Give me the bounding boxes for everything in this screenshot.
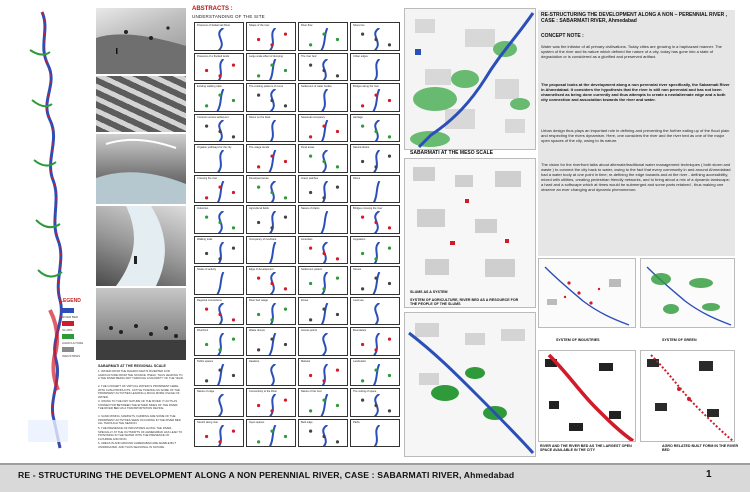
river-sketch xyxy=(197,211,244,234)
regional-river-map xyxy=(20,10,90,450)
abstract-cell xyxy=(298,236,348,265)
river-sketch xyxy=(197,394,244,417)
river-sketch xyxy=(353,425,400,448)
abstract-cell-label: Connectivity to the River xyxy=(249,390,278,393)
abstract-cell-label: Vegetation xyxy=(353,237,366,241)
abstract-cell-label: Nodes of activity xyxy=(197,268,217,271)
river-sketch xyxy=(353,364,400,387)
legend-swatch-riverbed xyxy=(62,308,74,313)
abstract-cell xyxy=(246,22,296,51)
abstract-cell xyxy=(194,358,244,387)
abstract-cell-label: The river bed xyxy=(301,54,317,58)
abstract-cell xyxy=(246,205,296,234)
regional-note-5: 5. THE PRESENCE OF INDUSTRIES ALONG THE RIVER, SPECIALLY AT THE OUTSKIRTS OF AHMEDABAD HAS LEAD TO POISONING IN THE WATER WITH THE PRESENCE OF FLOURIDE AND IRON. xyxy=(98,426,183,441)
river-sketch xyxy=(353,28,400,51)
abstracts-subtitle: UNDERSTANDING OF THE SITE xyxy=(192,14,265,19)
abstract-cell xyxy=(298,297,348,326)
abstract-cell-label: Landmarks xyxy=(353,359,366,363)
abstract-cell xyxy=(350,175,400,204)
river-sketch xyxy=(353,59,400,82)
abstract-cell xyxy=(194,297,244,326)
abstract-cell-label: Shape of the river xyxy=(249,24,270,27)
river-sketch xyxy=(301,242,348,265)
photo-river-channel xyxy=(96,206,186,286)
abstract-cell-label: Riverfront xyxy=(197,329,209,332)
abstract-cell-label: Irrigation pathways for the city xyxy=(197,146,232,149)
abstract-cell-label: Large scale effect of dumping xyxy=(249,54,283,58)
river-sketch xyxy=(197,242,244,265)
abstract-cell xyxy=(194,83,244,112)
abstract-cell-label: Pond areas xyxy=(301,146,315,149)
agro-built-form-map xyxy=(640,350,735,442)
abstract-cell xyxy=(246,297,296,326)
abstract-cell-label: Regional connections xyxy=(197,298,222,302)
abstract-cell xyxy=(350,83,400,112)
abstract-cell xyxy=(350,144,400,173)
abstract-cell-label: Industries xyxy=(197,207,209,210)
legend-swatch-agriculture xyxy=(62,334,74,339)
river-sketch xyxy=(197,303,244,326)
river-sketch xyxy=(197,181,244,204)
abstract-cell-label: Developed areas xyxy=(249,176,269,180)
abstract-cell-label: Nature of edge xyxy=(197,390,215,393)
legend-swatch-slums xyxy=(62,321,74,326)
river-sketch xyxy=(249,242,296,265)
abstract-cell-label: Paths xyxy=(353,420,360,424)
abstract-cell-label: Heritage xyxy=(353,115,363,119)
abstract-cell-label: Bridges crossing the river xyxy=(353,207,383,210)
abstract-cell-label: Bridges along the river xyxy=(353,85,379,88)
abstract-cell-label: Built edge xyxy=(301,420,313,424)
abstract-cell xyxy=(246,358,296,387)
river-sketch xyxy=(301,150,348,173)
abstract-cell-label: Crossing the river xyxy=(197,176,218,180)
abstract-cell-label: River flow xyxy=(301,24,313,27)
abstract-cell-label: Settlement of water bodies xyxy=(301,85,332,88)
abstract-cell xyxy=(298,114,348,143)
abstract-cell-label: Natural drains xyxy=(353,146,370,149)
river-sketch xyxy=(249,303,296,326)
abstract-cell-label: Agricultural fields xyxy=(249,207,269,210)
abstract-cell-label: Shore line xyxy=(353,24,365,27)
river-sketch xyxy=(301,59,348,82)
concept-paragraph-1: Water was the initiator of all primary civilisations. Today cities are growing in a haphazard manner. The system of the river and its nature which defined the nature of a city, today has gone into a state of degradation or is considered as a glorified and preserved artifact. xyxy=(541,44,722,59)
openspace-map xyxy=(538,350,636,442)
abstract-cell xyxy=(298,327,348,356)
photo-sand-mining xyxy=(96,76,186,132)
abstract-cell-label: Access points xyxy=(301,329,318,332)
abstract-cell-label: Edge of development xyxy=(249,268,274,271)
abstract-cell-label: Zones xyxy=(301,298,309,302)
abstract-cell xyxy=(298,266,348,295)
green-caption: SYSTEM OF GREEN xyxy=(662,338,697,342)
river-sketch xyxy=(353,181,400,204)
abstract-cell xyxy=(246,53,296,82)
river-sketch xyxy=(249,425,296,448)
abstract-cell-label: Settlement pattern xyxy=(301,268,323,271)
concept-title: RE-STRUCTURING THE DEVELOPMENT ALONG A NON – PERENNIAL RIVER , CASE : SABARMATI RIVER, Ahmedabad xyxy=(541,12,728,24)
openspace-caption: RIVER AND THE RIVER BED AS THE LARGEST OPEN SPACE AVAILABLE IN THE CITY xyxy=(540,444,632,453)
abstract-cell-label: Walking trails xyxy=(197,237,213,241)
regional-note-2: 2. THE CONCEPT OF VIRTUAL WATER IS PROMINENT HERE, WITH CASH PRODUCTS, CATTLE TRADING AS SOME OF THE PROMINENT ACTIVITIES LEADING A MUCH MORE USAGE OF WATER. xyxy=(98,384,180,399)
concept-paragraph-3: Urban design thus plays an important role in defining and preventing the further eating up of the flood plain and respecting the rivers dynamism. Here, one considers the river and the river bed as one of the major open spaces of the city, owing to its nature. xyxy=(541,128,730,143)
abstract-cell-label: Hawkers xyxy=(249,359,260,363)
abstract-cell xyxy=(246,327,296,356)
river-sketch xyxy=(197,272,244,295)
industries-system-map xyxy=(538,258,636,328)
river-sketch xyxy=(197,89,244,112)
photo-riverbed-people xyxy=(96,8,186,74)
abstract-cell-label: Nature of drains xyxy=(301,207,320,210)
abstract-cell xyxy=(350,114,400,143)
river-sketch xyxy=(249,394,296,417)
river-sketch xyxy=(249,364,296,387)
river-sketch xyxy=(353,272,400,295)
industries-caption: SYSTEM OF INDUSTRIES xyxy=(556,338,600,342)
abstract-cell xyxy=(298,358,348,387)
abstract-cell-label: Markets xyxy=(301,359,311,363)
abstract-cell xyxy=(350,266,400,295)
concept-paragraph-4: The vision for the riverfront talks about alternate/traditional water management techniques ( both storm and waste ) to connect the city back to water, owing to the fact that every community in and around Ahmedabad had a water body at one point in time; re-defining the edge towards and at the river - defining accessibility, mixed with utilities, creating pedestrian friendly networks, and to bring about a mix of a dynamic landscape; a hard and a softscape which at times would be submerged and some parts retained , thus making one observe an ever changing and dynamic phenomenon. xyxy=(541,162,731,192)
abstract-cell-label: Public spaces xyxy=(197,359,214,363)
abstract-cell xyxy=(298,388,348,417)
photo-river-aerial xyxy=(96,134,186,204)
abstract-cell xyxy=(246,114,296,143)
river-sketch xyxy=(197,425,244,448)
river-sketch xyxy=(353,242,400,265)
abstract-cell xyxy=(194,114,244,143)
slums-system-map xyxy=(404,158,536,308)
abstract-cell-label: The usage trends xyxy=(249,146,270,149)
river-sketch xyxy=(353,150,400,173)
river-sketch xyxy=(249,59,296,82)
abstract-cell xyxy=(298,205,348,234)
abstract-cell xyxy=(194,205,244,234)
river-sketch xyxy=(301,28,348,51)
abstract-cell-label: Existing walking trails xyxy=(197,85,222,88)
abstract-cell xyxy=(298,22,348,51)
river-sketch xyxy=(353,120,400,143)
abstract-cell-label: Occupancy of riverbank xyxy=(249,237,277,241)
abstract-cell xyxy=(246,144,296,173)
abstract-cell-label: Presence of a flooded lands xyxy=(197,54,230,58)
abstract-cell-label: Slums on the bank xyxy=(249,115,271,119)
river-sketch xyxy=(197,59,244,82)
abstract-cell xyxy=(194,175,244,204)
green-system-map xyxy=(640,258,735,328)
legend-title: LEGEND xyxy=(60,298,81,304)
abstract-cell-label: Seasonal occupancy xyxy=(301,115,325,119)
legend-label-slums: SLUMS xyxy=(62,328,73,332)
abstract-cell xyxy=(298,175,348,204)
photo-riverbed-market xyxy=(96,288,186,360)
abstract-cell-label: Nature of the river xyxy=(301,390,322,393)
river-sketch xyxy=(301,364,348,387)
abstract-cell-label: Slums xyxy=(353,176,361,180)
river-sketch xyxy=(249,28,296,51)
abstract-cell xyxy=(194,388,244,417)
abstract-cell-label: Amenities xyxy=(301,237,313,241)
abstract-cell xyxy=(350,236,400,265)
abstract-cell xyxy=(350,297,400,326)
river-sketch xyxy=(197,333,244,356)
abstract-cell xyxy=(246,388,296,417)
agriculture-system-map xyxy=(404,312,536,457)
abstract-cell xyxy=(194,144,244,173)
regional-note-3: 3. OWING TO THE DRY NATURE OF THE RIVER, IT ACTS AS CONNECTOR BETWEEN THE EITHER SIDES OF THE RIVER; THE RIVER BED AS A TRANSPORTATION DEVICE. xyxy=(98,399,179,411)
river-sketch xyxy=(353,333,400,356)
abstract-cell xyxy=(246,175,296,204)
river-sketch xyxy=(249,120,296,143)
abstract-cell xyxy=(246,419,296,448)
river-sketch xyxy=(301,211,348,234)
regional-notes-title: SABARMATI AT THE REGIONAL SCALE xyxy=(98,364,166,368)
river-sketch xyxy=(249,181,296,204)
agriculture-system-caption: SYSTEM OF AGRICULTURE, RIVER BED AS A RESOURCE FOR THE PEOPLE OF THE SLUMS xyxy=(410,298,519,307)
river-sketch xyxy=(301,333,348,356)
abstract-cell xyxy=(350,22,400,51)
river-sketch xyxy=(301,272,348,295)
abstract-cell xyxy=(298,83,348,112)
slums-system-caption: SLUMS AS A SYSTEM xyxy=(410,290,448,294)
abstract-cell-label: Stretch along river xyxy=(197,420,219,424)
abstract-cell xyxy=(194,419,244,448)
abstract-cell xyxy=(298,53,348,82)
abstract-cell-label: Presence of Sabarmati River xyxy=(197,24,231,27)
abstracts-title: ABSTRACTS : xyxy=(192,6,233,12)
abstract-cell-label: Contours across settlement xyxy=(197,115,229,119)
abstract-cell xyxy=(194,327,244,356)
abstract-cell-label: The existing patterns of rivers xyxy=(249,85,284,88)
river-sketch xyxy=(353,303,400,326)
river-sketch xyxy=(249,211,296,234)
abstract-cell xyxy=(194,236,244,265)
river-sketch xyxy=(249,272,296,295)
abstract-cell xyxy=(246,266,296,295)
river-sketch xyxy=(249,150,296,173)
river-sketch xyxy=(197,150,244,173)
abstract-cell xyxy=(298,419,348,448)
river-sketch xyxy=(197,364,244,387)
river-sketch xyxy=(301,120,348,143)
abstract-cell xyxy=(350,53,400,82)
concept-heading: CONCEPT NOTE : xyxy=(541,33,584,39)
agro-built-form-caption: AGRO RELATED BUILT FORM IN THE RIVER BED xyxy=(662,444,739,453)
footer-title: RE - STRUCTURING THE DEVELOPMENT ALONG A NON PERENNIAL RIVER, CASE : SABARMATI RIVER, Ahmedabad xyxy=(18,470,515,480)
meso-scale-caption: SABARMATI AT THE MESO SCALE xyxy=(410,150,493,156)
meso-scale-map xyxy=(404,8,536,150)
abstract-cell xyxy=(350,327,400,356)
river-sketch xyxy=(197,28,244,51)
legend-swatch-industries xyxy=(62,347,74,352)
river-sketch xyxy=(353,89,400,112)
abstract-cell-label: Streets xyxy=(353,268,362,271)
river-sketch xyxy=(249,333,296,356)
concept-paragraph-2: The proposal looks at the development along a non perennial river specifically, the Sabarmati River in Ahmedabad. It considers the hypothesis that the river is still non perennial and has not been channelised as being done currently and thus attempts to create a new/alternate edge and a both city connection and association towards the river and water. xyxy=(541,82,730,102)
river-sketch xyxy=(301,89,348,112)
abstract-cell xyxy=(246,236,296,265)
river-sketch xyxy=(301,303,348,326)
regional-note-6: 6. AREAS IN AND AROUND AHMEDABAD ARE ARABLE BUT UNIRRIGATED, AND THUS SEASONAL IN NATURE. xyxy=(98,441,176,449)
river-sketch xyxy=(301,394,348,417)
abstract-cell xyxy=(194,22,244,51)
abstract-cell xyxy=(350,419,400,448)
river-sketch xyxy=(197,120,244,143)
legend-label-industries: INDUSTRIES xyxy=(62,354,81,358)
legend-label-riverbed: RIVER BED xyxy=(62,315,79,319)
abstract-cell-label: Land use xyxy=(353,298,364,302)
page-number: 1 xyxy=(706,469,712,480)
abstract-cell xyxy=(246,83,296,112)
river-sketch xyxy=(249,89,296,112)
abstract-cell-label: Open spaces xyxy=(249,420,265,424)
regional-note-4: 4. SAND MINING, MARKETS, FARMING ARE SOME OF THE PROMINENT ACTIVITIES SEEN OCCURING IN THE RIVER BED ALL THROUGH THE SEASON. xyxy=(98,414,181,426)
abstract-cell-label: Boundaries xyxy=(353,329,367,332)
abstract-cell xyxy=(298,144,348,173)
river-sketch xyxy=(353,394,400,417)
abstract-cell xyxy=(350,205,400,234)
river-sketch xyxy=(353,211,400,234)
abstract-cell xyxy=(350,388,400,417)
abstract-cell-label: Waste dumps xyxy=(249,329,265,332)
river-sketch xyxy=(301,425,348,448)
legend-label-agriculture: AGRICULTURE xyxy=(62,341,84,345)
abstract-cell-label: Urban edges xyxy=(353,54,368,58)
abstract-cell-label: Green patches xyxy=(301,176,319,180)
abstract-cell-label: The cutting of space xyxy=(353,390,377,393)
river-sketch xyxy=(301,181,348,204)
abstract-cell xyxy=(194,266,244,295)
abstract-cell xyxy=(194,53,244,82)
regional-note-1: 1. WATER FROM THE DHAROI DAM IS DIVERTED FOR AGRICULTURE FROM THE SOURCE ITSELF, THUS LEADING TO A THE RIVER BEING DRY THROUGH A MAJORITY OF THE YEAR. xyxy=(98,369,184,381)
abstract-cell-label: River bed usage xyxy=(249,298,268,302)
abstract-cell xyxy=(350,358,400,387)
